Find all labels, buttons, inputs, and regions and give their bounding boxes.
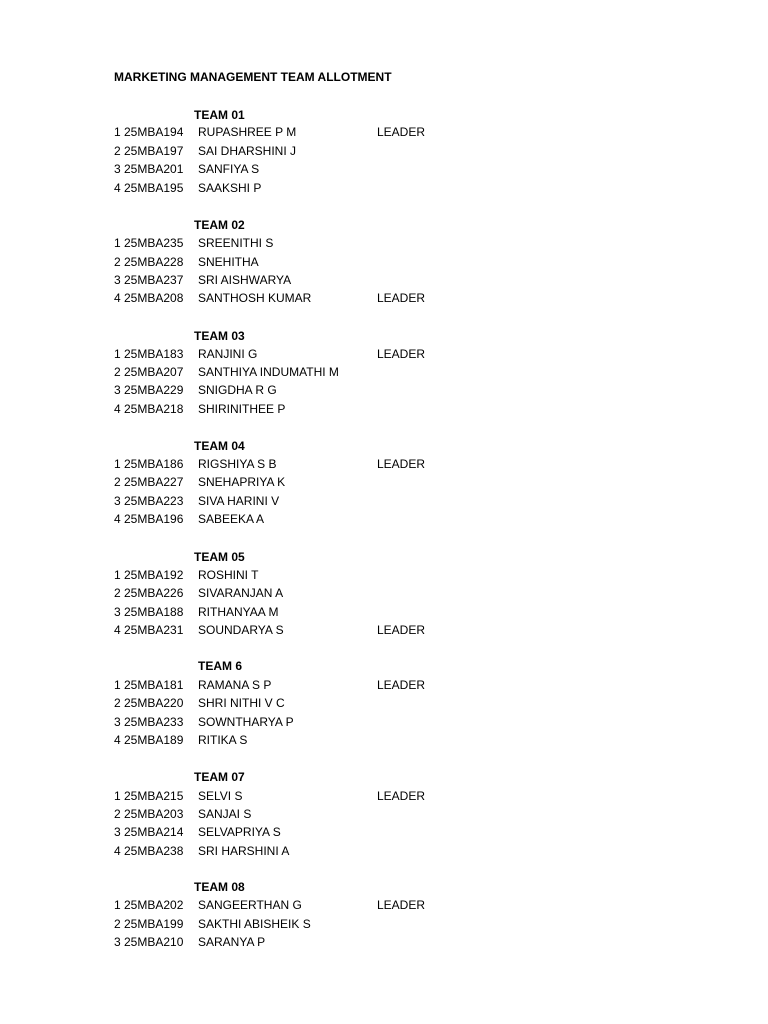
member-reg-no: 25MBA233 (124, 715, 184, 729)
team-heading: TEAM 03 (194, 329, 245, 343)
member-row (0, 605, 768, 623)
member-reg-no: 25MBA214 (124, 825, 184, 839)
member-name: SABEEKA A (198, 512, 265, 526)
member-reg-no: 25MBA226 (124, 586, 184, 600)
member-reg-no: 25MBA181 (124, 678, 184, 692)
member-name: SOUNDARYA S (198, 623, 284, 637)
member-number: 1 (114, 457, 121, 471)
member-name: SNIGDHA R G (198, 383, 277, 397)
member-number: 2 (114, 586, 121, 600)
member-number: 2 (114, 807, 121, 821)
member-role: LEADER (377, 678, 426, 692)
member-name: SANJAI S (198, 807, 252, 821)
member-number: 3 (114, 715, 121, 729)
document-title: MARKETING MANAGEMENT TEAM ALLOTMENT (114, 70, 392, 84)
member-name: SELVAPRIYA S (198, 825, 281, 839)
member-number: 4 (114, 733, 121, 747)
team-heading: TEAM 6 (198, 659, 243, 673)
member-number: 3 (114, 605, 121, 619)
member-reg-no: 25MBA231 (124, 623, 184, 637)
team-heading: TEAM 08 (194, 880, 245, 894)
member-name: SELVI S (198, 789, 243, 803)
member-number: 4 (114, 402, 121, 416)
member-number: 3 (114, 935, 121, 949)
member-name: SANTHOSH KUMAR (198, 291, 312, 305)
member-role: LEADER (377, 457, 426, 471)
member-name: SANGEERTHAN G (198, 898, 302, 912)
member-name: SHRI NITHI V C (198, 696, 285, 710)
member-row (0, 291, 768, 309)
member-name: RITIKA S (198, 733, 248, 747)
member-reg-no: 25MBA192 (124, 568, 184, 582)
member-role: LEADER (377, 898, 426, 912)
member-number: 3 (114, 162, 121, 176)
member-number: 4 (114, 844, 121, 858)
member-row (0, 844, 768, 862)
member-row (0, 494, 768, 512)
member-reg-no: 25MBA194 (124, 125, 184, 139)
member-name: SAAKSHI P (198, 181, 262, 195)
member-row (0, 255, 768, 273)
member-role: LEADER (377, 623, 426, 637)
member-name: ROSHINI T (198, 568, 259, 582)
member-row (0, 696, 768, 714)
member-name: SIVA HARINI V (198, 494, 280, 508)
member-reg-no: 25MBA202 (124, 898, 184, 912)
team-heading: TEAM 02 (194, 218, 245, 232)
member-row (0, 825, 768, 843)
member-row (0, 365, 768, 383)
member-row (0, 715, 768, 733)
member-row (0, 475, 768, 493)
member-row (0, 125, 768, 143)
member-name: SAI DHARSHINI J (198, 144, 297, 158)
member-name: SIVARANJAN A (198, 586, 284, 600)
member-number: 3 (114, 494, 121, 508)
member-reg-no: 25MBA203 (124, 807, 184, 821)
member-reg-no: 25MBA183 (124, 347, 184, 361)
member-role: LEADER (377, 291, 426, 305)
member-role: LEADER (377, 347, 426, 361)
member-reg-no: 25MBA227 (124, 475, 184, 489)
member-row (0, 273, 768, 291)
member-reg-no: 25MBA218 (124, 402, 184, 416)
member-row (0, 789, 768, 807)
member-number: 3 (114, 825, 121, 839)
team-heading: TEAM 05 (194, 550, 245, 564)
member-reg-no: 25MBA199 (124, 917, 184, 931)
member-name: RITHANYAA M (198, 605, 279, 619)
member-row (0, 733, 768, 751)
member-name: RIGSHIYA S B (198, 457, 277, 471)
member-row (0, 347, 768, 365)
member-name: SOWNTHARYA P (198, 715, 294, 729)
member-reg-no: 25MBA196 (124, 512, 184, 526)
member-name: RAMANA S P (198, 678, 272, 692)
member-number: 2 (114, 365, 121, 379)
member-reg-no: 25MBA220 (124, 696, 184, 710)
member-reg-no: 25MBA228 (124, 255, 184, 269)
member-role: LEADER (377, 789, 426, 803)
member-row (0, 181, 768, 199)
member-row (0, 457, 768, 475)
member-number: 1 (114, 678, 121, 692)
member-number: 4 (114, 512, 121, 526)
member-reg-no: 25MBA207 (124, 365, 184, 379)
member-reg-no: 25MBA195 (124, 181, 184, 195)
member-row (0, 144, 768, 162)
member-name: RANJINI G (198, 347, 258, 361)
member-row (0, 898, 768, 916)
member-row (0, 236, 768, 254)
member-name: SHIRINITHEE P (198, 402, 286, 416)
member-number: 1 (114, 125, 121, 139)
member-reg-no: 25MBA201 (124, 162, 184, 176)
member-number: 4 (114, 623, 121, 637)
member-reg-no: 25MBA208 (124, 291, 184, 305)
member-role: LEADER (377, 125, 426, 139)
member-name: SNEHAPRIYA K (198, 475, 286, 489)
member-name: SREENITHI S (198, 236, 274, 250)
member-number: 1 (114, 347, 121, 361)
member-name: RUPASHREE P M (198, 125, 297, 139)
member-number: 4 (114, 181, 121, 195)
member-number: 1 (114, 236, 121, 250)
member-row (0, 162, 768, 180)
member-row (0, 402, 768, 420)
member-row (0, 623, 768, 641)
member-row (0, 586, 768, 604)
member-name: SAKTHI ABISHEIK S (198, 917, 311, 931)
member-name: SARANYA P (198, 935, 266, 949)
member-row (0, 383, 768, 401)
member-name: SANTHIYA INDUMATHI M (198, 365, 339, 379)
member-number: 3 (114, 383, 121, 397)
member-number: 2 (114, 696, 121, 710)
member-number: 2 (114, 144, 121, 158)
member-reg-no: 25MBA223 (124, 494, 184, 508)
member-reg-no: 25MBA237 (124, 273, 184, 287)
member-reg-no: 25MBA210 (124, 935, 184, 949)
member-row (0, 678, 768, 696)
team-heading: TEAM 01 (194, 108, 245, 122)
member-row (0, 935, 768, 953)
member-reg-no: 25MBA188 (124, 605, 184, 619)
member-reg-no: 25MBA229 (124, 383, 184, 397)
member-name: SANFIYA S (198, 162, 260, 176)
member-number: 2 (114, 917, 121, 931)
member-name: SRI AISHWARYA (198, 273, 292, 287)
member-number: 2 (114, 475, 121, 489)
team-heading: TEAM 07 (194, 770, 245, 784)
member-row (0, 512, 768, 530)
member-reg-no: 25MBA238 (124, 844, 184, 858)
member-name: SRI HARSHINI A (198, 844, 290, 858)
member-row (0, 568, 768, 586)
member-number: 1 (114, 789, 121, 803)
member-reg-no: 25MBA186 (124, 457, 184, 471)
team-heading: TEAM 04 (194, 439, 245, 453)
member-number: 1 (114, 568, 121, 582)
member-reg-no: 25MBA189 (124, 733, 184, 747)
member-row (0, 917, 768, 935)
member-row (0, 807, 768, 825)
member-reg-no: 25MBA197 (124, 144, 184, 158)
member-number: 2 (114, 255, 121, 269)
member-number: 3 (114, 273, 121, 287)
member-reg-no: 25MBA235 (124, 236, 184, 250)
member-reg-no: 25MBA215 (124, 789, 184, 803)
member-number: 1 (114, 898, 121, 912)
member-name: SNEHITHA (198, 255, 259, 269)
member-number: 4 (114, 291, 121, 305)
